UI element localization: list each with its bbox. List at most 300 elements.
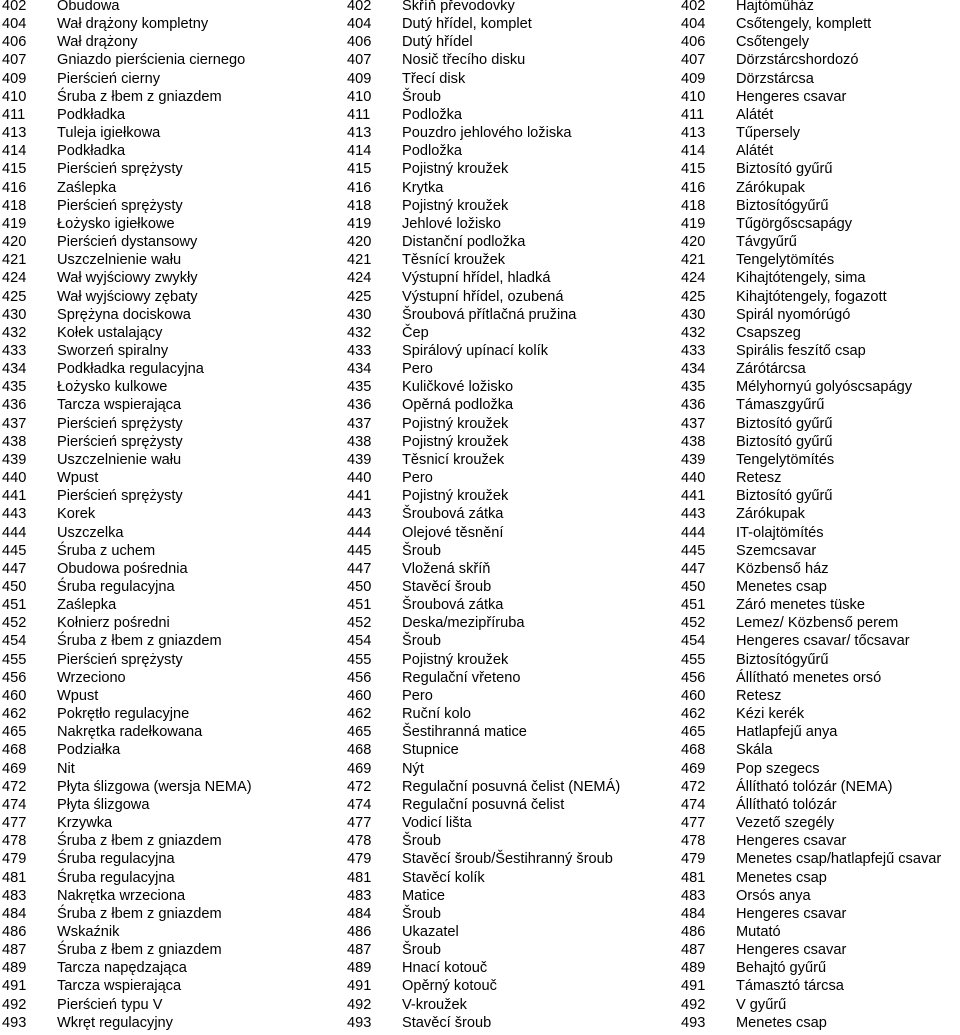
part-name: Płyta ślizgowa xyxy=(57,796,150,813)
part-name: Pierścień sprężysty xyxy=(57,488,183,505)
part-name: Zárókupak xyxy=(736,179,805,196)
list-item xyxy=(2,51,302,69)
part-number: 445 xyxy=(2,542,27,559)
part-name: Zaślepka xyxy=(57,597,117,614)
list-item xyxy=(2,977,302,995)
part-number: 465 xyxy=(2,724,27,741)
part-number: 402 xyxy=(2,0,27,14)
list-item xyxy=(2,33,302,51)
part-number: 483 xyxy=(347,887,372,904)
polish-column xyxy=(2,0,302,1032)
part-name: Ukazatel xyxy=(402,923,459,940)
list-item xyxy=(2,723,302,741)
part-name: Stavěcí kolík xyxy=(402,869,485,886)
list-item xyxy=(2,70,302,88)
part-number: 460 xyxy=(2,687,27,704)
list-item xyxy=(681,632,960,650)
part-number: 492 xyxy=(2,996,27,1013)
list-item xyxy=(681,705,960,723)
part-number: 483 xyxy=(2,887,27,904)
list-item xyxy=(347,179,652,197)
part-number: 455 xyxy=(2,651,27,668)
part-number: 478 xyxy=(2,833,27,850)
part-number: 415 xyxy=(681,161,706,178)
part-name: Biztosítógyűrű xyxy=(736,651,829,668)
part-number: 489 xyxy=(681,960,706,977)
part-name: Wał wyjściowy zębaty xyxy=(57,288,198,305)
part-number: 486 xyxy=(347,923,372,940)
list-item xyxy=(681,524,960,542)
part-name: Nit xyxy=(57,760,75,777)
part-name: Hatlapfejű anya xyxy=(736,724,838,741)
list-item xyxy=(347,778,652,796)
part-number: 462 xyxy=(2,706,27,723)
part-name: Pierścień sprężysty xyxy=(57,161,183,178)
list-item xyxy=(2,560,302,578)
part-name: Těsnicí kroužek xyxy=(402,451,505,468)
list-item xyxy=(681,487,960,505)
list-item xyxy=(347,651,652,669)
part-number: 444 xyxy=(2,524,27,541)
part-name: Vložená skříň xyxy=(402,560,491,577)
part-number: 425 xyxy=(681,288,706,305)
part-number: 434 xyxy=(681,361,706,378)
list-item xyxy=(2,324,302,342)
part-name: Retesz xyxy=(736,687,782,704)
list-item xyxy=(2,142,302,160)
part-number: 469 xyxy=(681,760,706,777)
part-name: Menetes csap xyxy=(736,579,827,595)
list-item xyxy=(2,415,302,433)
part-name: Támasztó tárcsa xyxy=(736,978,844,995)
list-item xyxy=(2,269,302,287)
part-number: 410 xyxy=(2,88,27,105)
part-number: 486 xyxy=(681,923,706,940)
part-number: 419 xyxy=(347,215,372,232)
list-item xyxy=(347,869,652,887)
part-number: 441 xyxy=(681,488,706,505)
list-item xyxy=(2,669,302,687)
czech-column xyxy=(347,0,652,1032)
part-number: 472 xyxy=(2,778,27,795)
part-number: 468 xyxy=(2,742,27,759)
part-number: 455 xyxy=(347,651,372,668)
part-number: 454 xyxy=(347,633,372,650)
part-name: Orsós anya xyxy=(736,887,811,904)
part-name: Lemez/ Közbenső perem xyxy=(736,615,899,632)
part-name: Ruční kolo xyxy=(402,706,471,723)
part-name: Alátét xyxy=(736,106,774,123)
list-item xyxy=(347,269,652,287)
part-name: Regulační posuvná čelist xyxy=(402,796,565,813)
part-number: 437 xyxy=(347,415,372,432)
part-name: Dörzstárcshordozó xyxy=(736,52,859,69)
part-number: 404 xyxy=(2,16,27,33)
part-number: 436 xyxy=(2,397,27,414)
part-number: 425 xyxy=(2,288,27,305)
part-name: Šroub xyxy=(402,942,441,959)
part-name: Csőtengely xyxy=(736,34,810,51)
list-item xyxy=(2,778,302,796)
part-name: Pierścień sprężysty xyxy=(57,415,183,432)
part-name: Šestihranná matice xyxy=(402,724,527,741)
list-item xyxy=(2,288,302,306)
part-name: Mélyhornyú golyóscsapágy xyxy=(736,379,913,396)
list-item xyxy=(2,651,302,669)
list-item xyxy=(681,179,960,197)
part-name: Behajtó gyűrű xyxy=(736,960,827,977)
part-name: Nakrętka wrzeciona xyxy=(57,887,186,904)
part-number: 444 xyxy=(347,524,372,541)
part-name: Kihajtótengely, fogazott xyxy=(736,288,887,305)
part-number: 433 xyxy=(681,342,706,359)
part-name: Pero xyxy=(402,687,433,704)
part-number: 404 xyxy=(347,16,372,33)
part-name: Vezető szegély xyxy=(736,815,835,832)
part-name: Tengelytömítés xyxy=(736,451,835,468)
part-name: Csapszeg xyxy=(736,324,801,341)
list-item xyxy=(2,396,302,414)
part-number: 481 xyxy=(347,869,372,886)
list-item xyxy=(347,669,652,687)
part-name: Olejové těsnění xyxy=(402,524,504,541)
part-name: Pojistný kroužek xyxy=(402,433,509,450)
part-name: Podložka xyxy=(402,143,463,160)
list-item xyxy=(2,596,302,614)
part-number: 411 xyxy=(347,106,371,123)
part-number: 478 xyxy=(347,833,372,850)
part-number: 440 xyxy=(2,470,27,487)
part-name: Dörzstárcsa xyxy=(736,70,814,87)
part-number: 413 xyxy=(681,125,706,142)
list-item xyxy=(681,251,960,269)
list-item xyxy=(681,124,960,142)
list-item xyxy=(347,360,652,378)
list-item xyxy=(347,505,652,523)
part-number: 436 xyxy=(681,397,706,414)
part-number: 435 xyxy=(347,379,372,396)
list-item xyxy=(681,0,960,15)
part-name: Biztosító gyűrű xyxy=(736,488,833,505)
part-name: Šroubová přítlačná pružina xyxy=(402,306,577,323)
part-number: 402 xyxy=(681,0,706,14)
list-item xyxy=(2,796,302,814)
part-number: 418 xyxy=(681,197,706,214)
list-item xyxy=(681,288,960,306)
list-item xyxy=(347,542,652,560)
part-number: 414 xyxy=(2,143,27,160)
part-name: Pop szegecs xyxy=(736,760,820,777)
list-item xyxy=(347,233,652,251)
list-item xyxy=(681,741,960,759)
list-item xyxy=(2,832,302,850)
list-item xyxy=(2,469,302,487)
list-item xyxy=(2,814,302,832)
list-item xyxy=(681,669,960,687)
part-name: Tuleja igiełkowa xyxy=(57,125,161,142)
part-name: Állítható tolózár (NEMA) xyxy=(736,778,893,795)
list-item xyxy=(2,996,302,1014)
list-item xyxy=(347,33,652,51)
list-item xyxy=(347,215,652,233)
part-name: Tűgörgőscsapágy xyxy=(736,215,853,232)
part-number: 447 xyxy=(347,560,372,577)
part-number: 479 xyxy=(681,851,706,868)
part-number: 404 xyxy=(681,16,706,33)
list-item xyxy=(2,923,302,941)
part-number: 443 xyxy=(2,506,27,523)
list-item xyxy=(347,487,652,505)
part-name: Śruba z uchem xyxy=(57,542,156,559)
part-number: 424 xyxy=(2,270,27,287)
list-item xyxy=(2,306,302,324)
part-number: 491 xyxy=(681,978,706,995)
part-name: Krzywka xyxy=(57,815,113,832)
part-number: 492 xyxy=(347,996,372,1013)
part-name: Nosič třecího disku xyxy=(402,52,526,69)
part-name: Opěrný kotouč xyxy=(402,978,497,995)
list-item xyxy=(681,142,960,160)
list-item xyxy=(681,469,960,487)
part-number: 484 xyxy=(347,905,372,922)
list-item xyxy=(681,33,960,51)
list-item xyxy=(347,905,652,923)
list-item xyxy=(681,905,960,923)
list-item xyxy=(347,814,652,832)
part-name: Kézi kerék xyxy=(736,706,805,723)
list-item xyxy=(347,51,652,69)
part-number: 432 xyxy=(681,324,706,341)
part-name: Zárókupak xyxy=(736,506,805,523)
part-number: 484 xyxy=(2,905,27,922)
part-number: 421 xyxy=(681,252,706,269)
list-item xyxy=(2,451,302,469)
part-number: 420 xyxy=(347,234,372,251)
list-item xyxy=(347,342,652,360)
list-item xyxy=(347,306,652,324)
list-item xyxy=(347,887,652,905)
part-number: 445 xyxy=(681,542,706,559)
list-item xyxy=(681,88,960,106)
part-number: 441 xyxy=(347,488,372,505)
part-number: 478 xyxy=(681,833,706,850)
list-item xyxy=(681,996,960,1014)
list-item xyxy=(2,160,302,178)
list-item xyxy=(347,996,652,1014)
part-number: 440 xyxy=(681,470,706,487)
part-name: Alátét xyxy=(736,143,774,160)
part-number: 432 xyxy=(347,324,372,341)
part-number: 439 xyxy=(2,451,27,468)
list-item xyxy=(2,705,302,723)
part-number: 420 xyxy=(681,234,706,251)
list-item xyxy=(347,433,652,451)
part-name: Pouzdro jehlového ložiska xyxy=(402,125,572,142)
part-number: 436 xyxy=(347,397,372,414)
part-number: 425 xyxy=(347,288,372,305)
part-name: Sworzeń spiralny xyxy=(57,342,169,359)
list-item xyxy=(681,1014,960,1032)
part-name: Mutató xyxy=(736,923,781,940)
list-item xyxy=(2,197,302,215)
part-name: Śruba z łbem z gniazdem xyxy=(57,905,222,922)
part-number: 434 xyxy=(2,361,27,378)
part-name: Hengeres csavar/ tőcsavar xyxy=(736,633,910,650)
hungarian-column xyxy=(681,0,960,1032)
list-item xyxy=(2,124,302,142)
part-name: Uszczelka xyxy=(57,524,124,541)
part-name: Pojistný kroužek xyxy=(402,161,509,178)
part-name: Közbenső ház xyxy=(736,560,829,577)
list-item xyxy=(347,578,652,596)
part-name: Dutý hřídel xyxy=(402,34,473,51)
part-number: 411 xyxy=(2,106,26,123)
part-number: 477 xyxy=(2,815,27,832)
part-name: Šroub xyxy=(402,633,441,650)
list-item xyxy=(347,415,652,433)
list-item xyxy=(2,233,302,251)
part-name: V gyűrű xyxy=(736,996,787,1013)
part-number: 479 xyxy=(2,851,27,868)
list-item xyxy=(347,760,652,778)
part-number: 450 xyxy=(347,579,372,595)
part-number: 472 xyxy=(347,778,372,795)
list-item xyxy=(681,778,960,796)
list-item xyxy=(2,215,302,233)
part-number: 415 xyxy=(347,161,372,178)
part-name: Podkładka regulacyjna xyxy=(57,361,204,378)
part-name: Výstupní hřídel, hladká xyxy=(402,270,551,287)
part-name: Pierścień sprężysty xyxy=(57,433,183,450)
part-number: 409 xyxy=(347,70,372,87)
part-name: Kihajtótengely, sima xyxy=(736,270,866,287)
part-name: Stupnice xyxy=(402,742,459,759)
part-name: Vodicí lišta xyxy=(402,815,472,832)
list-item xyxy=(681,578,960,596)
part-number: 433 xyxy=(2,342,27,359)
part-number: 460 xyxy=(347,687,372,704)
part-name: Záró menetes tüske xyxy=(736,597,865,614)
part-number: 469 xyxy=(2,760,27,777)
part-number: 424 xyxy=(681,270,706,287)
list-item xyxy=(2,760,302,778)
part-number: 455 xyxy=(681,651,706,668)
part-number: 447 xyxy=(681,560,706,577)
part-name: Állítható tolózár xyxy=(736,796,837,813)
list-item xyxy=(347,741,652,759)
list-item xyxy=(681,324,960,342)
part-number: 481 xyxy=(681,869,706,886)
part-number: 438 xyxy=(347,433,372,450)
part-name: Menetes csap/hatlapfejű csavar xyxy=(736,851,942,868)
list-item xyxy=(2,251,302,269)
part-name: Šroub xyxy=(402,833,441,850)
part-number: 465 xyxy=(681,724,706,741)
list-item xyxy=(2,505,302,523)
part-number: 468 xyxy=(681,742,706,759)
part-name: Pojistný kroužek xyxy=(402,488,509,505)
part-name: Tengelytömítés xyxy=(736,252,835,269)
part-name: Podkładka xyxy=(57,106,126,123)
list-item xyxy=(2,360,302,378)
part-name: Łożysko kulkowe xyxy=(57,379,168,396)
part-name: Hnací kotouč xyxy=(402,960,488,977)
list-item xyxy=(681,15,960,33)
part-name: Pojistný kroužek xyxy=(402,197,509,214)
list-item xyxy=(681,396,960,414)
part-name: Distanční podložka xyxy=(402,234,526,251)
part-number: 421 xyxy=(2,252,27,269)
list-item xyxy=(681,360,960,378)
part-name: Deska/mezipříruba xyxy=(402,615,525,632)
list-item xyxy=(347,723,652,741)
part-name: V-kroužek xyxy=(402,996,467,1013)
part-number: 481 xyxy=(2,869,27,886)
part-number: 438 xyxy=(681,433,706,450)
list-item xyxy=(347,596,652,614)
part-number: 493 xyxy=(681,1014,706,1031)
part-name: Menetes csap xyxy=(736,1014,827,1031)
part-name: Menetes csap xyxy=(736,869,827,886)
part-name: Šroubová zátka xyxy=(402,506,504,523)
part-number: 407 xyxy=(681,52,706,69)
list-item xyxy=(681,378,960,396)
part-number: 443 xyxy=(681,506,706,523)
part-name: Čep xyxy=(402,324,429,341)
part-number: 456 xyxy=(2,669,27,686)
list-item xyxy=(347,251,652,269)
part-number: 430 xyxy=(2,306,27,323)
list-item xyxy=(347,1014,652,1032)
list-item xyxy=(2,342,302,360)
part-number: 487 xyxy=(347,942,372,959)
part-name: Śruba z łbem z gniazdem xyxy=(57,942,222,959)
part-name: Uszczelnienie wału xyxy=(57,252,182,269)
part-name: Podkładka xyxy=(57,143,126,160)
list-item xyxy=(347,15,652,33)
list-item xyxy=(347,977,652,995)
part-name: Obudowa xyxy=(57,0,120,14)
part-number: 406 xyxy=(681,34,706,51)
part-name: Regulační vřeteno xyxy=(402,669,521,686)
part-name: Stavěcí šroub/Šestihranný šroub xyxy=(402,851,613,868)
part-name: Biztosító gyűrű xyxy=(736,161,833,178)
part-name: Wał drążony kompletny xyxy=(57,16,209,33)
part-number: 474 xyxy=(2,796,27,813)
part-number: 407 xyxy=(347,52,372,69)
list-item xyxy=(347,959,652,977)
part-name: Nýt xyxy=(402,760,424,777)
list-item xyxy=(681,542,960,560)
part-number: 435 xyxy=(681,379,706,396)
list-item xyxy=(347,396,652,414)
part-number: 487 xyxy=(681,942,706,959)
part-name: Hengeres csavar xyxy=(736,88,847,105)
list-item xyxy=(347,160,652,178)
list-item xyxy=(681,233,960,251)
part-number: 416 xyxy=(2,179,27,196)
list-item xyxy=(347,614,652,632)
part-number: 435 xyxy=(2,379,27,396)
part-name: Biztosító gyűrű xyxy=(736,415,833,432)
part-name: Regulační posuvná čelist (NEMÁ) xyxy=(402,778,621,795)
part-name: Hengeres csavar xyxy=(736,942,847,959)
list-item xyxy=(681,560,960,578)
list-item xyxy=(347,0,652,15)
part-name: Wpust xyxy=(57,687,99,704)
part-name: Jehlové ložisko xyxy=(402,215,501,232)
list-item xyxy=(681,687,960,705)
